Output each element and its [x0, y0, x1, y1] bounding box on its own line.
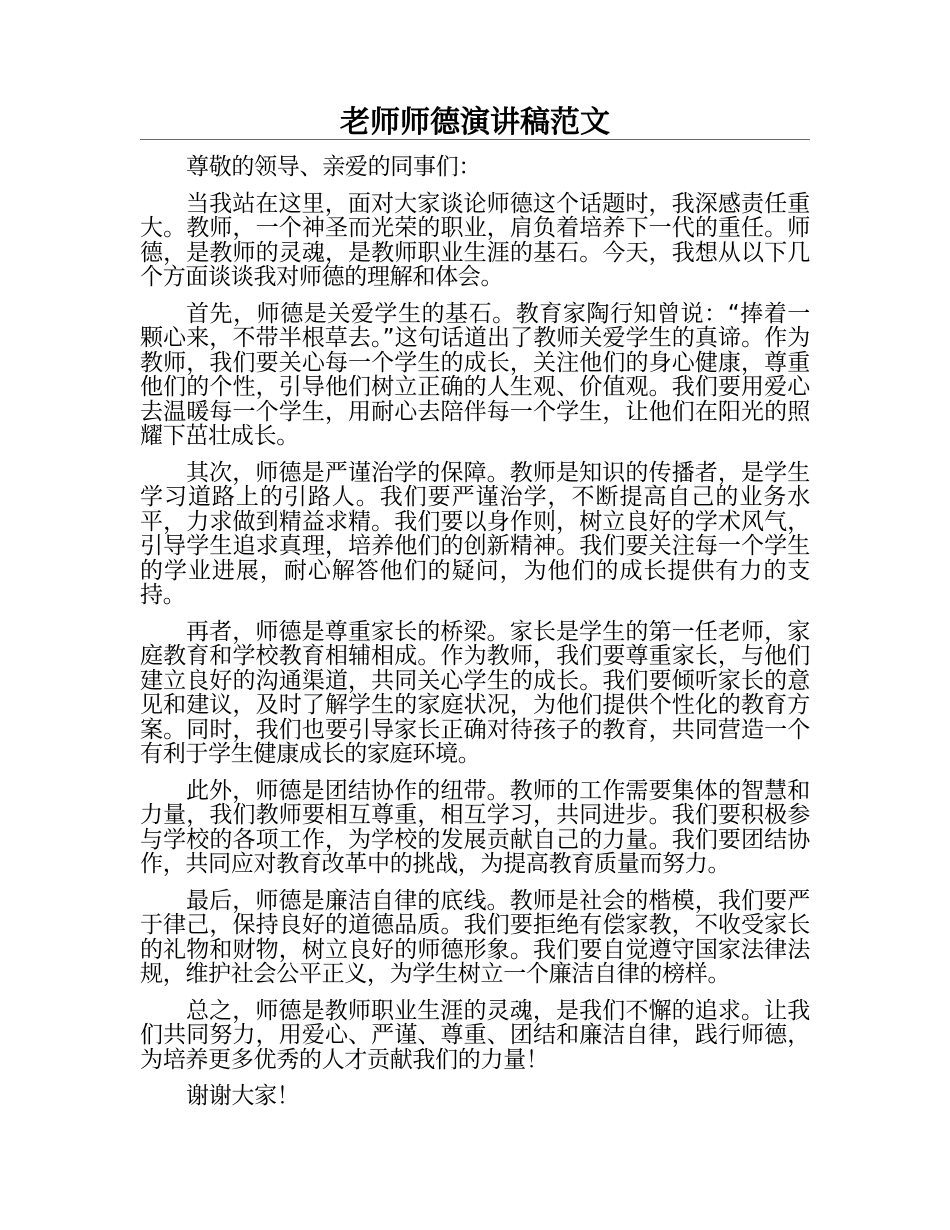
- paragraph-integrity: 最后，师德是廉洁自律的底线。教师是社会的楷模，我们要严于律己，保持良好的道德品质。我们要拒绝有偿家教，不收受家长的礼物和财物，树立良好的师德形象。我们要自觉遵守国家法律法规，维护社会公平正义，为学生树立一个廉洁自律的榜样。: [140, 887, 810, 987]
- salutation: 尊敬的领导、亲爱的同事们：: [186, 154, 482, 180]
- paragraph-rigorous-scholarship: 其次，师德是严谨治学的保障。教师是知识的传播者，是学生学习道路上的引路人。我们要严谨治学，不断提高自己的业务水平，力求做到精益求精。我们要以身作则，树立良好的学术风气，引导学生追求真理，培养他们的创新精神。我们要关注每一个学生的学业进展，耐心解答他们的疑问，为他们的成长提供有力的支持。: [140, 459, 810, 608]
- paragraph-conclusion: 总之，师德是教师职业生涯的灵魂，是我们不懈的追求。让我们共同努力，用爱心、严谨、尊重、团结和廉洁自律，践行师德，为培养更多优秀的人才贡献我们的力量！: [140, 997, 810, 1073]
- paragraph-care-for-students: 首先，师德是关爱学生的基石。教育家陶行知曾说：“捧着一颗心来，不带半根草去。”这句话道出了教师关爱学生的真谛。作为教师，我们要关心每一个学生的成长，关注他们的身心健康，尊重他们的个性，引导他们树立正确的人生观、价值观。我们要用爱心去温暖每一个学生，用耐心去陪伴每一个学生，让他们在阳光的照耀下茁壮成长。: [140, 300, 810, 449]
- closing-thanks: 谢谢大家！: [186, 1083, 300, 1109]
- paragraph-respect-parents: 再者，师德是尊重家长的桥梁。家长是学生的第一任老师，家庭教育和学校教育相辅相成。作为教师，我们要尊重家长，与他们建立良好的沟通渠道，共同关心学生的成长。我们要倾听家长的意见和建议，及时了解学生的家庭状况，为他们提供个性化的教育方案。同时，我们也要引导家长正确对待孩子的教育，共同营造一个有利于学生健康成长的家庭环境。: [140, 618, 810, 767]
- paragraph-teamwork: 此外，师德是团结协作的纽带。教师的工作需要集体的智慧和力量，我们教师要相互尊重，相互学习，共同进步。我们要积极参与学校的各项工作，为学校的发展贡献自己的力量。我们要团结协作，共同应对教育改革中的挑战，为提高教育质量而努力。: [140, 777, 810, 877]
- document-title: 老师师德演讲稿范文: [340, 105, 610, 140]
- paragraph-intro: 当我站在这里，面对大家谈论师德这个话题时，我深感责任重大。教师，一个神圣而光荣的职业，肩负着培养下一代的重任。师德，是教师的灵魂，是教师职业生涯的基石。今天，我想从以下几个方面谈谈我对师德的理解和体会。: [140, 190, 810, 290]
- title-underline-rule: [140, 139, 810, 140]
- document-body: [140, 155, 810, 1121]
